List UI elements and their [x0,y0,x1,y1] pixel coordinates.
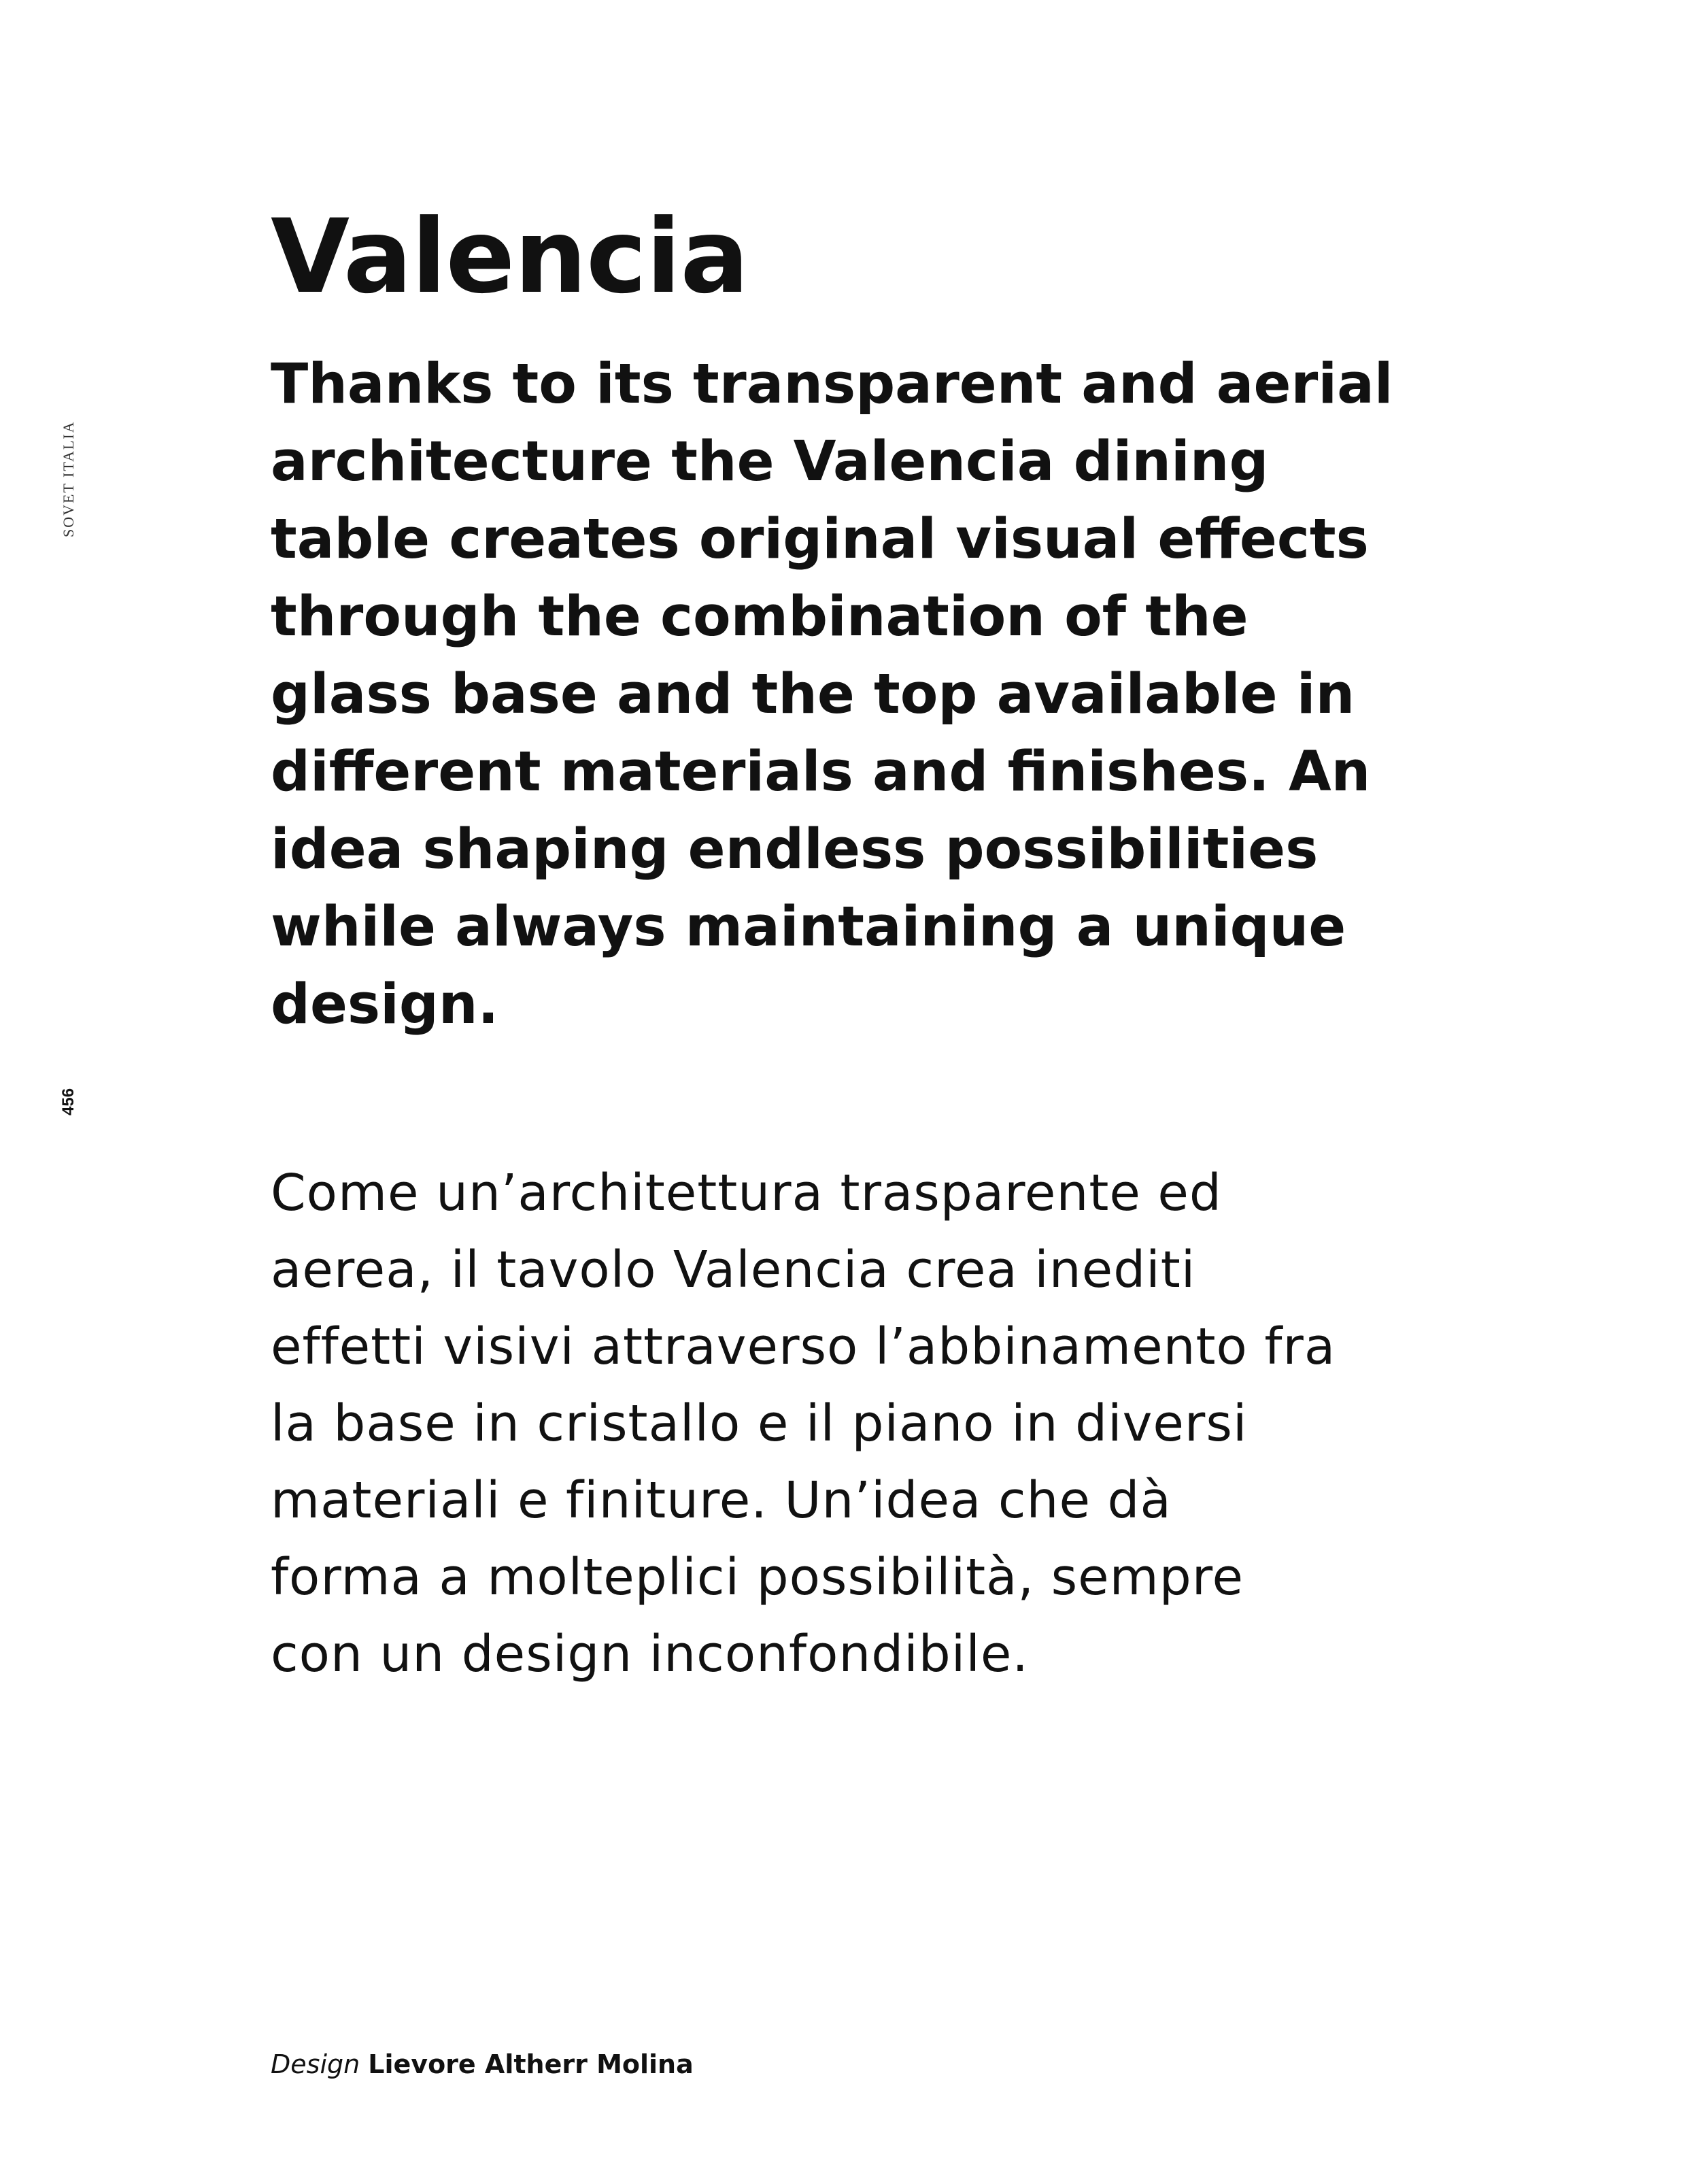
lead-line: glass base and the top available in [271,662,1355,726]
lead-line: table creates original visual effects [271,507,1369,571]
lead-line: architecture the Valencia dining [271,430,1269,494]
page-number: 456 [59,1088,78,1115]
lead-line: through the combination of the [271,585,1249,649]
lead-line: design. [271,973,499,1037]
brand-vertical-label: SOVET ITALIA [60,420,77,537]
lead-line: Thanks to its transparent and aerial [271,352,1393,416]
designer-name: Lievore Altherr Molina [368,2049,694,2079]
italian-line: forma a molteplici possibilità, sempre [271,1548,1244,1607]
italian-line: effetti visivi attraverso l’abbinamento fra [271,1317,1336,1376]
lead-line: different materials and finishes. An [271,740,1371,804]
italian-body-paragraph [271,1155,1440,1693]
lead-line: while always maintaining a unique [271,895,1346,959]
italian-line: Come un’architettura trasparente ed [271,1164,1222,1222]
credit-label: Design [271,2049,360,2079]
english-lead-paragraph [271,346,1440,1043]
italian-line: la base in cristallo e il piano in diversi [271,1394,1248,1453]
italian-line: aerea, il tavolo Valencia crea inediti [271,1241,1196,1299]
lead-line: idea shaping endless possibilities [271,818,1319,881]
design-credit [271,2047,694,2081]
page-title: Valencia [271,198,749,316]
italian-line: materiali e finiture. Un’idea che dà [271,1471,1172,1530]
italian-line: con un design inconfondibile. [271,1625,1029,1683]
